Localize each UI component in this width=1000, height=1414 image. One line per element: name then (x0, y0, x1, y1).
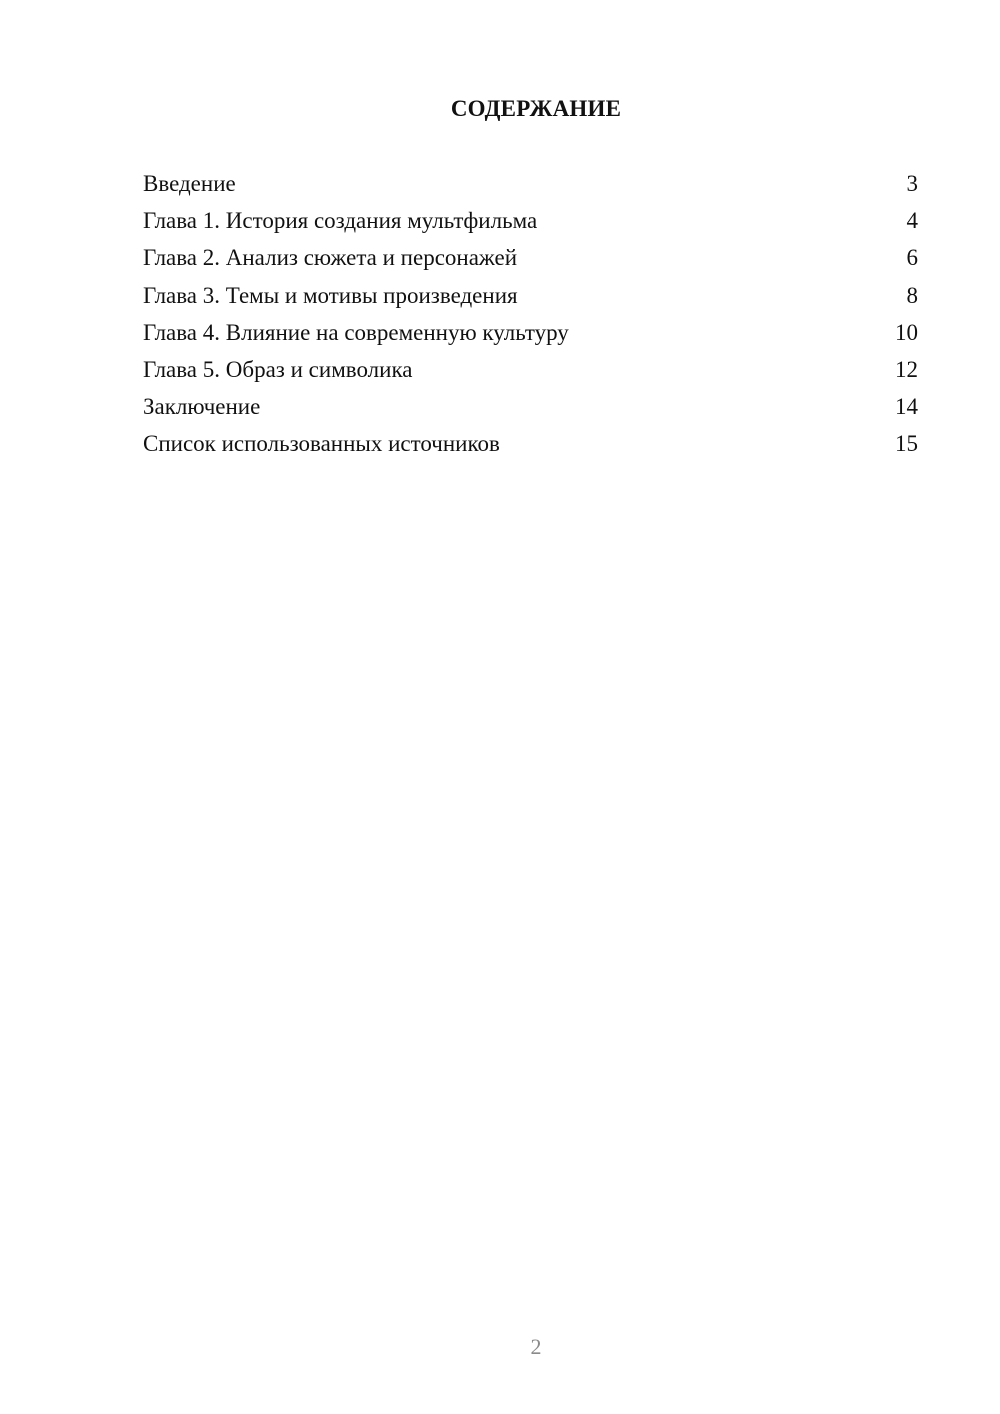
toc-entry-label: Глава 1. История создания мультфильма (143, 208, 538, 234)
toc-entry-page: 3 (906, 171, 918, 196)
toc-entry (143, 393, 918, 430)
toc-entry-label: Глава 3. Темы и мотивы произведения (143, 282, 518, 308)
toc-entry-page: 10 (895, 319, 918, 345)
toc-entry-label: Глава 2. Анализ сюжета и персонажей (143, 245, 518, 271)
toc-entry-page: 8 (906, 282, 918, 308)
toc-entry-label: Глава 4. Влияние на современную культуру (143, 319, 569, 345)
toc-entry-page: 14 (895, 394, 918, 420)
toc-entry (143, 282, 918, 319)
toc-entry-page: 4 (906, 208, 918, 234)
toc-entry-page: 12 (895, 356, 918, 382)
toc-entry-label: Глава 5. Образ и символика (143, 356, 413, 382)
page-title: СОДЕРЖАНИЕ (450, 96, 622, 121)
toc-entry (143, 356, 918, 393)
toc-entry (143, 244, 918, 281)
toc-entry (143, 319, 918, 356)
toc-entry-page: 15 (895, 431, 918, 457)
toc-entry-label: Заключение (143, 394, 261, 420)
table-of-contents (143, 170, 918, 468)
toc-entry (143, 430, 918, 467)
toc-entry-label: Введение (143, 171, 236, 196)
toc-entry (143, 170, 918, 207)
toc-entry-label: Список использованных источников (143, 431, 500, 457)
toc-entry-page: 6 (906, 245, 918, 271)
page-number: 2 (530, 1334, 542, 1359)
toc-entry (143, 207, 918, 244)
